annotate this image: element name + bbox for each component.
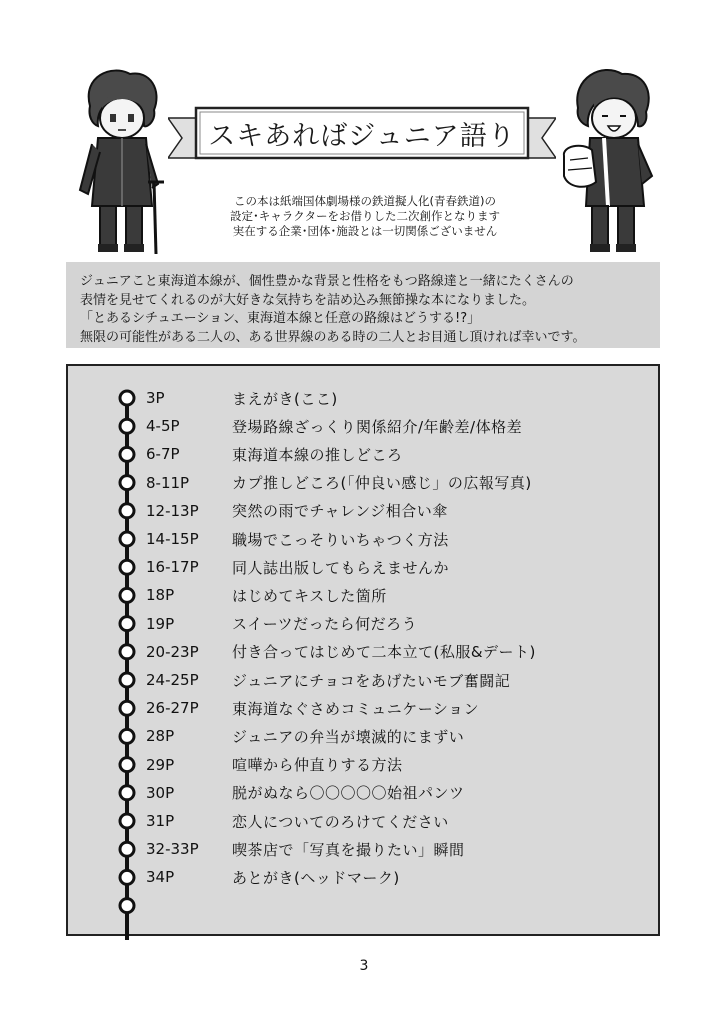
toc-chapter-title: 登場路線ざっくり関係紹介/年齢差/体格差 — [232, 417, 523, 436]
toc-chapter-title: スイーツだったら何だろう — [232, 615, 418, 634]
toc-row — [68, 499, 658, 523]
toc-row — [68, 527, 658, 551]
disclaimer-notice — [150, 194, 580, 239]
toc-chapter-title: 東海道なぐさめコミュニケーション — [232, 699, 480, 718]
toc-chapter-title: 職場でこっそりいちゃつく方法 — [232, 530, 449, 549]
toc-page-range: 31P — [146, 812, 175, 830]
toc-row — [68, 781, 658, 805]
toc-page-range: 3P — [146, 389, 165, 407]
intro-line: 表情を見せてくれるのが大好きな気持ちを詰め込み無節操な本になりました。 — [80, 292, 536, 308]
toc-page-range: 18P — [146, 586, 175, 605]
notice-line: 実在する企業･団体･施設とは一切関係ございません — [232, 224, 498, 238]
toc-row — [68, 837, 658, 861]
toc-row — [68, 865, 658, 889]
station-circle-icon — [120, 899, 134, 913]
toc-chapter-title: 東海道本線の推しどころ — [232, 445, 403, 464]
toc-chapter-title: まえがき(ここ) — [232, 389, 338, 408]
toc-chapter-title: 喧嘩から仲直りする方法 — [232, 756, 403, 775]
toc-row — [68, 386, 658, 410]
toc-row — [68, 809, 658, 833]
toc-page-range: 20-23P — [146, 642, 199, 661]
toc-page-range: 34P — [146, 868, 175, 887]
book-title: スキあればジュニア語り — [208, 120, 516, 152]
toc-page-range: 8-11P — [146, 473, 190, 492]
toc-chapter-title: 同人誌出版してもらえませんか — [232, 558, 450, 577]
page-number: 3 — [359, 958, 369, 974]
intro-line: 無限の可能性がある二人の、ある世界線のある時の二人とお目通し頂ければ幸いです。 — [80, 329, 586, 345]
toc-page-range: 28P — [146, 727, 175, 746]
intro-line: ジュニアこと東海道本線が、個性豊かな背景と性格をもつ路線達と一緒にたくさんの — [80, 274, 574, 289]
toc-row — [68, 724, 658, 748]
toc-page-range: 29P — [146, 755, 175, 774]
intro-box — [66, 262, 660, 348]
toc-page-range: 12-13P — [146, 501, 199, 520]
toc-chapter-title: ジュニアにチョコをあげたいモブ奮闘記 — [232, 671, 511, 690]
toc-page-range: 26-27P — [146, 699, 199, 718]
notice-line: この本は紙端国体劇場様の鉄道擬人化(青春鉄道)の — [234, 194, 496, 208]
toc-page-range: 19P — [146, 614, 175, 633]
toc-row — [68, 583, 658, 607]
toc-row — [68, 696, 658, 720]
toc-chapter-title: 喫茶店で「写真を撮りたい」瞬間 — [232, 840, 465, 859]
toc-page-range: 6-7P — [146, 445, 180, 464]
toc-chapter-title: 突然の雨でチャレンジ相合い傘 — [232, 502, 448, 521]
toc-page-range: 30P — [146, 783, 175, 802]
toc-page-range: 16-17P — [146, 558, 199, 577]
toc-row — [68, 612, 658, 636]
toc-chapter-title: 付き合ってはじめて二本立て(私服&デート) — [232, 643, 536, 662]
toc-chapter-title: 恋人についてのろけてください — [232, 812, 449, 831]
toc-chapter-title: あとがき(ヘッドマーク) — [232, 868, 400, 887]
table-of-contents — [66, 364, 660, 936]
notice-line: 設定･キャラクターをお借りした二次創作となります — [229, 209, 501, 223]
toc-row — [68, 442, 658, 466]
toc-row — [68, 555, 658, 579]
toc-chapter-title: カプ推しどころ(「仲良い感じ」の広報写真) — [232, 474, 532, 493]
toc-row — [68, 471, 658, 495]
toc-row — [68, 753, 658, 777]
toc-chapter-title: はじめてキスした箇所 — [232, 586, 387, 605]
toc-row — [68, 640, 658, 664]
title-banner — [196, 108, 528, 158]
toc-page-range: 14-15P — [146, 530, 199, 548]
toc-row — [68, 668, 658, 692]
toc-page-range: 4-5P — [146, 417, 180, 436]
toc-chapter-title: 脱がぬなら〇〇〇〇〇始祖パンツ — [232, 784, 465, 803]
toc-page-range: 32-33P — [146, 840, 199, 859]
intro-line: 「とあるシチュエーション、東海道本線と任意の路線はどうする!?」 — [80, 311, 481, 326]
toc-chapter-title: ジュニアの弁当が壊滅的にまずい — [232, 727, 465, 746]
toc-row — [68, 414, 658, 438]
toc-page-range: 24-25P — [146, 671, 199, 689]
